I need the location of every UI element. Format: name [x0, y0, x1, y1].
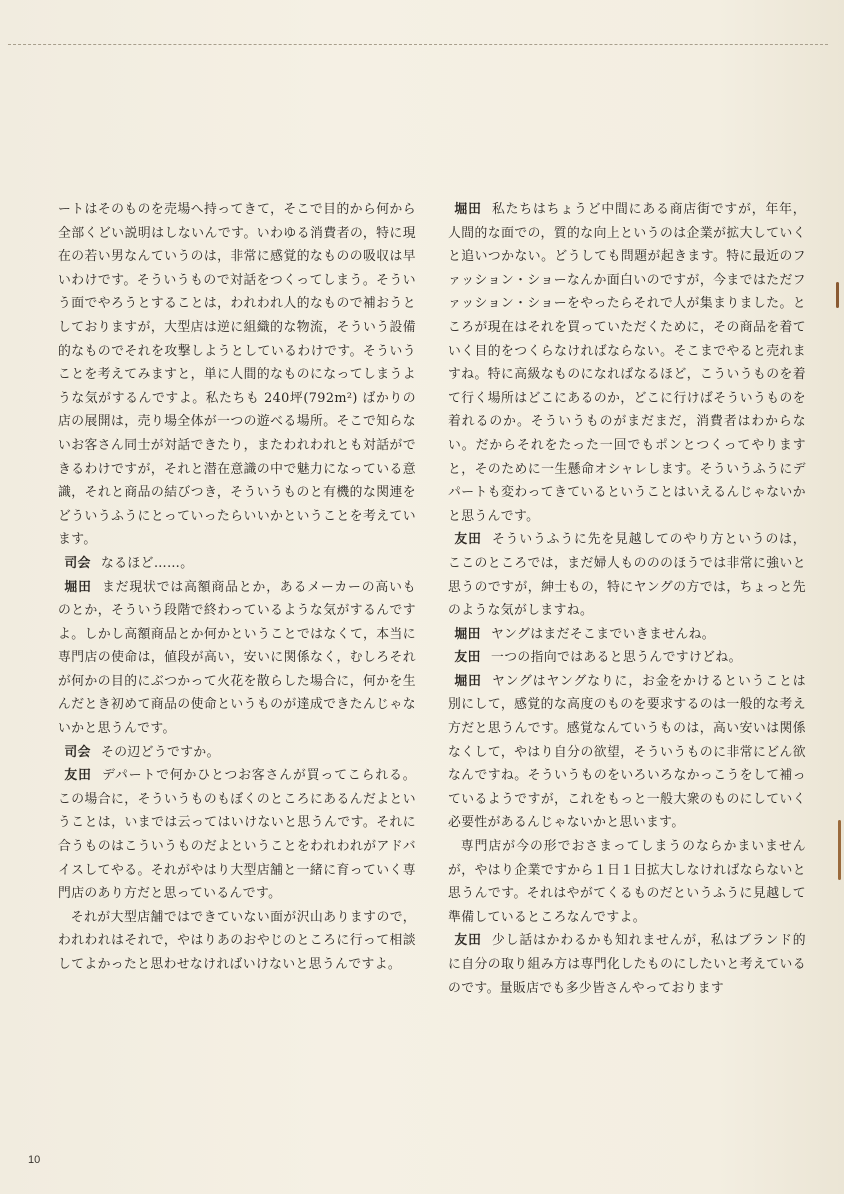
speaker-name: 堀田	[454, 626, 481, 642]
speaker-name: 友田	[454, 933, 482, 949]
speaker-name: 友田	[454, 532, 482, 548]
speaker-name: 友田	[64, 768, 92, 784]
dialogue-turn	[58, 552, 416, 576]
page-number: 10	[28, 1154, 41, 1166]
paragraph-text: デパートで何かひとつお客さんが買ってこられる。この場合に，そういうものもぼくのところにあるんだよということは，いまでは云ってはいけないと思うんです。それに合うものはこういうものだよということをわれわれがアドバイスしてやる。それがやはり大型店舗と一緒に育っていく専門店のあり方だと思っているんです。	[58, 768, 416, 902]
paragraph-text: ートはそのものを売場へ持ってきて，そこで目的から何から全部くどい説明はしないんです。いわゆる消費者の，特に現在の若い男なんていうのは，非常に感覚的なものの吸収は早いわけです。そういうもので対話をつくってしまう。そういう面でやろうとすることは，われわれ人的なもので補おうとしておりますが，大型店は逆に組織的な物流，そういう設備的なものでそれを攻撃しようとしているわけです。そういうことを考えてみますと，単に人間的なものになってしまうような気がするんですよ。私たちも 240坪(792m²) ばかりの店の展開は，売り場全体が一つの遊べる場所。そこで知らないお客さん同士が対話できたり，またわれわれとも対話ができるわけですが，それと潜在意識の中で魅力になっている意識，それと商品の結びつき，そういうものと有機的な関連をどういうふうにとっていったらいいかということを考えています。	[58, 202, 416, 548]
paragraph-text: 私たちはちょうど中間にある商店街ですが，年年，人間的な面での，質的な向上というのは企業が拡大していくと追いつかない。どうしても問題が起きます。特に最近のファッション・ショーなんか面白いのですが，今まではただファッション・ショーをやったらそれで人が集まりました。ところが現在はそれを買っていただくために，その商品を着ていく目的をつくらなければならない。そこまでやると売れますね。特に高級なものになればなるほど，こういうものを着て行く場所はどこにあるのか，どこに行けばそういうものを着れるのか。そういうものがまだまだ，消費者はわからない。だからそれをたった一回でもポンとつくってやりますと，そのために一生懸命オシャレします。そういうふうにデパートも変わってきているということはいえるんじゃないかと思うんです。	[448, 202, 806, 524]
paragraph-text: ヤングはヤングなりに，お金をかけるということは別にして，感覚的な高度のものを要求するのは一般的な考え方だと思うんです。感覚なんていうものは，高い安いは関係なくして，やはり自分の欲望，そういうものに非常にどん欲なんですね。そういうものをいろいろなかっこうをして補っているようですが，これをもっと一般大衆のものにしていく必要性があるんじゃないかと思います。	[448, 673, 806, 831]
paragraph-text: それが大型店舗ではできていない面が沢山ありますので，われわれはそれで，やはりあのおやじのところに行って相談してよかったと思わせなければいけないと思うんですよ。	[58, 909, 416, 972]
paragraph-text: 少し話はかわるかも知れませんが，私はブランド的に自分の取り組み方は専門化したものにしたいと考えているのです。量販店でも多少皆さんやっております	[448, 933, 806, 996]
paragraph-indented	[448, 835, 806, 929]
top-dashed-rule	[8, 44, 828, 45]
paragraph-text: その辺どうですか。	[101, 744, 220, 760]
dialogue-turn	[58, 576, 416, 741]
speaker-name: 堀田	[64, 579, 92, 595]
paragraph-text: そういうふうに先を見越してのやり方というのは，ここのところでは，まだ婦人ものののほうでは非常に強いと思うのですが，紳士もの，特にヤングの方では，ちょっと先のような気がしますね。	[448, 532, 806, 619]
paragraph-indented	[58, 906, 416, 977]
dialogue-turn	[448, 623, 806, 647]
paragraph-text: 一つの指向ではあると思うんですけどね。	[491, 650, 742, 666]
left-column	[58, 198, 416, 977]
speaker-name: 友田	[454, 650, 481, 666]
paragraph-text: ヤングはまだそこまでいきませんね。	[491, 626, 715, 642]
speaker-name: 堀田	[454, 202, 482, 217]
paragraph-text: 専門店が今の形でおさまってしまうのならかまいませんが，やはり企業ですから１日１日拡大しなければならないと思うんです。それはやがてくるものだというふうに見越して準備しているところなんですよ。	[448, 839, 806, 925]
binding-mark	[838, 820, 841, 880]
dialogue-turn	[448, 929, 806, 1000]
speaker-name: 司会	[64, 555, 91, 571]
dialogue-turn	[448, 646, 806, 670]
speaker-name: 司会	[64, 744, 91, 760]
paragraph-text: なるほど……。	[101, 555, 194, 571]
speaker-name: 堀田	[454, 673, 482, 689]
binding-mark	[836, 282, 839, 308]
paragraph-continuation	[58, 198, 416, 552]
dialogue-turn	[58, 741, 416, 765]
dialogue-turn	[448, 670, 806, 835]
dialogue-turn	[58, 764, 416, 906]
dialogue-turn	[448, 198, 806, 528]
dialogue-turn	[448, 528, 806, 622]
right-column	[448, 198, 806, 1000]
paragraph-text: まだ現状では高額商品とか，あるメーカーの高いものとか，そういう段階で終わっているような気がするんですよ。しかし高額商品とか何かということではなくて，本当に専門店の使命は，値段が高い，安いに関係なく，むしろそれが何かの目的にぶつかって火花を散らした場合に，何かを生んだとき初めて商品の使命というものが達成できたんじゃないかと思うんです。	[58, 579, 416, 737]
